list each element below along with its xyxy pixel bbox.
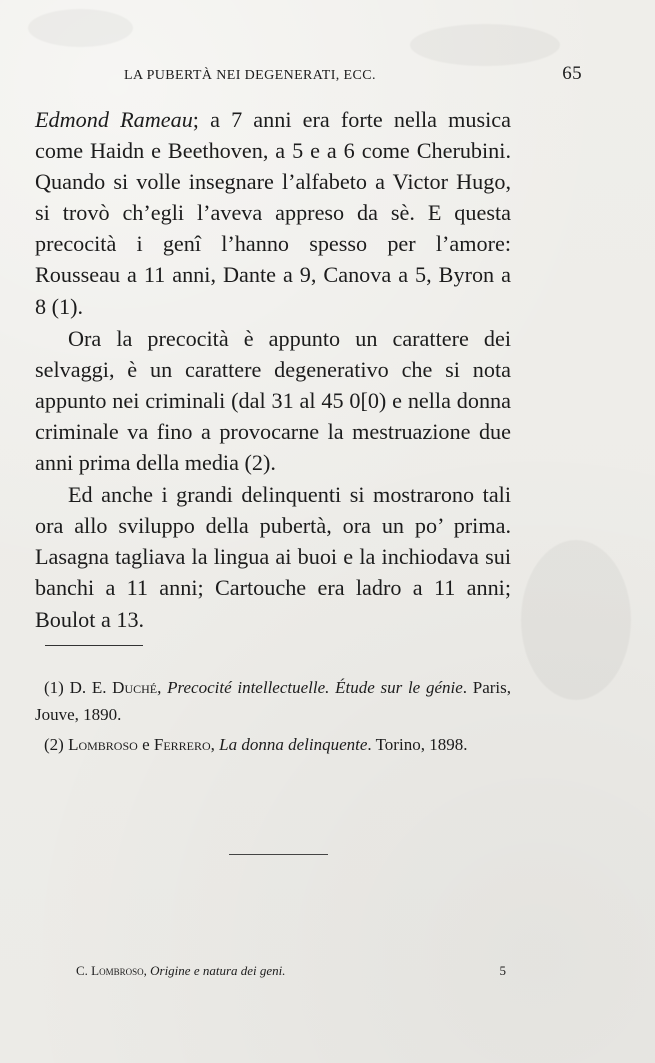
paper-smudge: [410, 24, 560, 66]
signature-number: 5: [499, 963, 506, 978]
footnote-author: Lombroso: [68, 735, 138, 754]
running-title: LA PUBERTÀ NEI DEGENERATI, ECC.: [124, 68, 376, 83]
paragraph-2: [35, 323, 511, 478]
paragraph-1: [35, 104, 511, 322]
page-number: 65: [562, 63, 582, 84]
section-rule: [229, 854, 328, 855]
paragraph-text: ; a 7 anni era forte nella musica come Haidn e Beethoven, a 5 e a 6 come Cherubini. Quando si volle insegnare l’alfabeto a Victor Hugo, si trovò ch’egli l’aveva appreso da sè. E questa precocità i genî l’hanno spesso per l’amore: Rousseau a 11 anni, Dante a 9, Canova a 5, Byron a 8 (1).: [35, 107, 511, 319]
footnote-1: (1) D. E. Duché, Precocité intellectuelle. Étude sur le génie. Paris, Jouve, 1890.: [35, 678, 512, 724]
running-head: [38, 63, 582, 89]
italic-name: Edmond Rameau: [35, 107, 193, 132]
footnote-mark: (2): [44, 735, 64, 754]
footnote-title: La donna delinquente: [219, 735, 368, 754]
paragraph-text: Ed anche i grandi delinquenti si mostrarono tali ora allo sviluppo della pubertà, ora un po’ prima. Lasagna tagliava la lingua ai buoi e la inchiodava sui banchi a 11 anni; Cartouche era ladro a 11 anni; Boulot a 13.: [35, 482, 511, 632]
signature-title: Origine e natura dei geni.: [150, 963, 286, 978]
footnote-connector: e: [142, 735, 150, 754]
main-text: [35, 104, 511, 635]
footnote-2: (2) Lombroso e Ferrero, La donna delinquente. Torino, 1898.: [44, 735, 468, 754]
footnote-rest: . Torino, 1898.: [367, 735, 468, 754]
footnotes: [35, 674, 511, 758]
paper-smudge: [521, 540, 631, 700]
footnote-mark: (1): [44, 678, 64, 697]
footnote-rest: . Paris, Jouve, 1890.: [35, 678, 512, 724]
footnote-author: D. E. Duché: [69, 678, 158, 697]
footnote-title: Precocité intellectuelle. Étude sur le génie: [167, 678, 463, 697]
signature-left: C. Lombroso, Origine e natura dei geni.: [76, 963, 286, 978]
paragraph-text: Ora la precocità è appunto un carattere dei selvaggi, è un carattere degenerativo che si nota appunto nei criminali (dal 31 al 45 0[0) e nella donna criminale va fino a provocarne la mestruazione due anni prima della media (2).: [35, 325, 511, 476]
paragraph-3: [35, 479, 511, 634]
footnote-author: Ferrero: [153, 735, 211, 754]
footnote-rule: [45, 645, 143, 646]
paper-smudge: [28, 9, 133, 47]
signature-author: C. Lombroso: [76, 963, 144, 978]
